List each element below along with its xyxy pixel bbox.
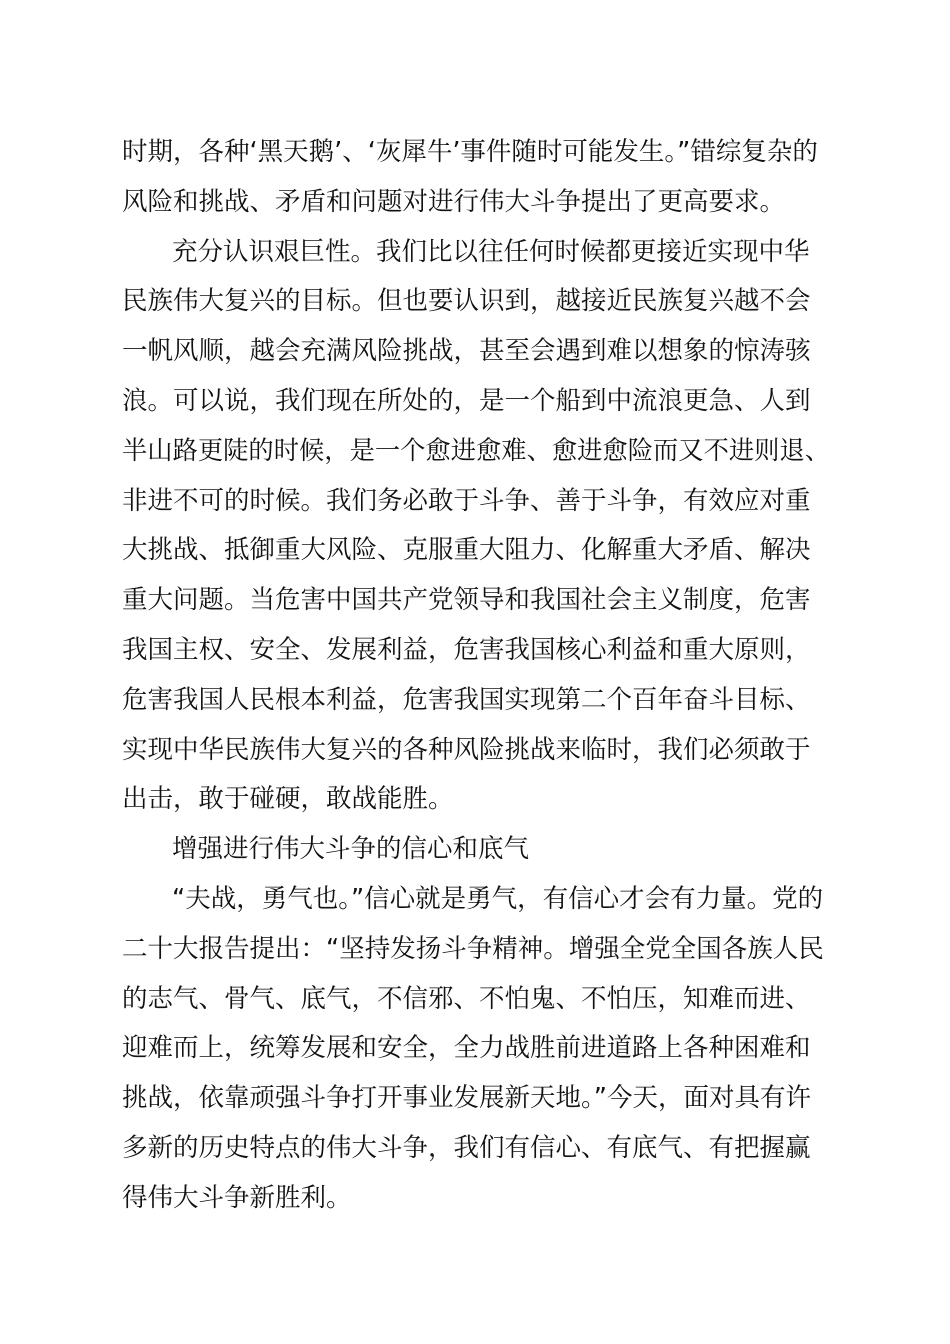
text-line: 挑战，依靠顽强斗争打开事业发展新天地。”今天，面对具有许 bbox=[122, 1083, 811, 1114]
text-line: “夫战，勇气也。”信心就是勇气，有信心才会有力量。党的 bbox=[172, 884, 824, 914]
text-line: 增强进行伟大斗争的信心和底气 bbox=[172, 834, 530, 865]
text-line: 充分认识艰巨性。我们比以往任何时候都更接近实现中华 bbox=[172, 236, 810, 267]
text-line: 风险和挑战、矛盾和问题对进行伟大斗争提出了更高要求。 bbox=[122, 186, 786, 217]
text-line: 大挑战、抵御重大风险、克服重大阻力、化解重大矛盾、解决 bbox=[122, 535, 811, 566]
text-line: 我国主权、安全、发展利益，危害我国核心利益和重大原则， bbox=[122, 635, 811, 665]
text-line: 的志气、骨气、底气，不信邪、不怕鬼、不怕压，知难而进、 bbox=[122, 983, 811, 1014]
text-line: 一帆风顺，越会充满风险挑战，甚至会遇到难以想象的惊涛骇 bbox=[122, 336, 811, 367]
text-line: 危害我国人民根本利益，危害我国实现第二个百年奋斗目标、 bbox=[122, 684, 811, 715]
text-line: 二十大报告提出：“坚持发扬斗争精神。增强全党全国各族人民 bbox=[122, 933, 824, 964]
text-line: 非进不可的时候。我们务必敢于斗争、善于斗争，有效应对重 bbox=[122, 485, 811, 516]
text-line: 实现中华民族伟大复兴的各种风险挑战来临时，我们必须敢于 bbox=[122, 734, 811, 765]
text-line: 多新的历史特点的伟大斗争，我们有信心、有底气、有把握赢 bbox=[122, 1133, 811, 1163]
text-line: 迎难而上，统筹发展和安全，全力战胜前进道路上各种困难和 bbox=[122, 1033, 811, 1064]
text-line: 浪。可以说，我们现在所处的，是一个船到中流浪更急、人到 bbox=[122, 386, 811, 416]
text-line: 时期，各种‘黑天鹅’、‘灰犀牛’事件随时可能发生。”错综复杂的 bbox=[122, 137, 818, 167]
text-line: 重大问题。当危害中国共产党领导和我国社会主义制度，危害 bbox=[122, 585, 811, 616]
text-line: 半山路更陡的时候，是一个愈进愈难、愈进愈险而又不进则退、 bbox=[122, 435, 831, 466]
text-line: 民族伟大复兴的目标。但也要认识到，越接近民族复兴越不会 bbox=[122, 286, 811, 317]
text-line: 出击，敢于碰硬，敢战能胜。 bbox=[122, 784, 454, 815]
text-line: 得伟大斗争新胜利。 bbox=[122, 1182, 352, 1213]
